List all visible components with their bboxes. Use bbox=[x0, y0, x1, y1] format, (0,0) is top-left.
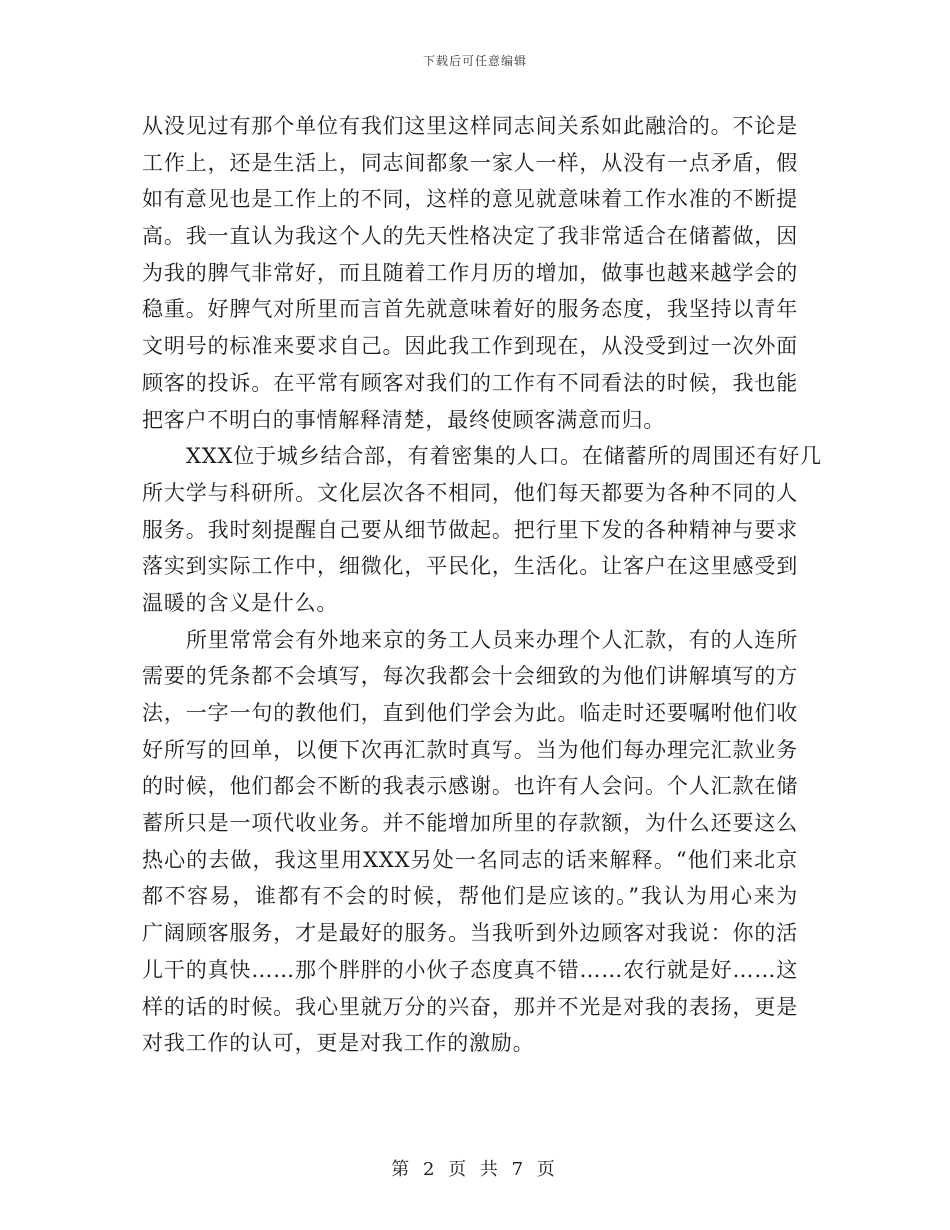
document-body bbox=[142, 108, 822, 1062]
paragraph-1 bbox=[142, 108, 798, 438]
text-line: 所大学与科研所。文化层次各不相同，他们每天都要为各种不同的人 bbox=[142, 480, 798, 505]
text-line: 样的话的时候。我心里就万分的兴奋，那并不光是对我的表扬，更是 bbox=[142, 994, 798, 1019]
text-line: 文明号的标准来要求自己。因此我工作到现在，从没受到过一次外面 bbox=[142, 334, 798, 359]
text-line: 都不容易，谁都有不会的时候，帮他们是应该的。”我认为用心来为 bbox=[142, 884, 798, 909]
text-line: 高。我一直认为我这个人的先天性格决定了我非常适合在储蓄做，因 bbox=[142, 224, 798, 249]
text-line: 的时候，他们都会不断的我表示感谢。也许有人会问。个人汇款在储 bbox=[142, 774, 798, 799]
page-header: 下载后可任意编辑 bbox=[422, 54, 527, 68]
paragraph-2 bbox=[142, 438, 822, 621]
text-line: 从没见过有那个单位有我们这里这样同志间关系如此融洽的。不论是 bbox=[142, 114, 798, 138]
text-line: 服务。我时刻提醒自己要从细节做起。把行里下发的各种精神与要求 bbox=[142, 517, 798, 542]
text-line: 如有意见也是工作上的不同，这样的意见就意味着工作水准的不断提 bbox=[142, 187, 798, 212]
text-line: 温暖的含义是什么。 bbox=[142, 590, 339, 615]
text-line: 热心的去做，我这里用XXX另处一名同志的话来解释。“他们来北京 bbox=[142, 847, 798, 872]
text-line: 所里常常会有外地来京的务工人员来办理个人汇款，有的人连所 bbox=[186, 627, 798, 652]
text-line: 蓄所只是一项代收业务。并不能增加所里的存款额，为什么还要这么 bbox=[142, 811, 798, 836]
text-line: 稳重。好脾气对所里而言首先就意味着好的服务态度，我坚持以青年 bbox=[142, 297, 798, 322]
text-line: 需要的凭条都不会填写，每次我都会十会细致的为他们讲解填写的方 bbox=[142, 664, 798, 689]
text-line: 落实到实际工作中，细微化，平民化，生活化。让客户在这里感受到 bbox=[142, 554, 798, 579]
text-line: 广阔顾客服务，才是最好的服务。当我听到外边顾客对我说：你的活 bbox=[142, 921, 798, 946]
text-line: 儿干的真快……那个胖胖的小伙子态度真不错……农行就是好……这 bbox=[142, 957, 798, 982]
text-line: 好所写的回单，以便下次再汇款时真写。当为他们每办理完汇款业务 bbox=[142, 737, 798, 762]
text-line: XXX位于城乡结合部，有着密集的人口。在储蓄所的周围还有好几 bbox=[186, 444, 822, 469]
text-line: 把客户不明白的事情解释清楚，最终使顾客满意而归。 bbox=[142, 407, 666, 432]
text-line: 法，一字一句的教他们，直到他们学会为此。临走时还要嘱咐他们收 bbox=[142, 701, 798, 725]
paragraph-3 bbox=[142, 622, 798, 1062]
text-line: 顾客的投诉。在平常有顾客对我们的工作有不同看法的时候，我也能 bbox=[142, 370, 798, 395]
page-number: 第 2 页 共 7 页 bbox=[391, 1159, 559, 1180]
text-line: 对我工作的认可，更是对我工作的激励。 bbox=[142, 1031, 535, 1056]
text-line: 为我的脾气非常好，而且随着工作月历的增加，做事也越来越学会的 bbox=[142, 260, 798, 285]
text-line: 工作上，还是生活上，同志间都象一家人一样，从没有一点矛盾，假 bbox=[142, 150, 798, 175]
